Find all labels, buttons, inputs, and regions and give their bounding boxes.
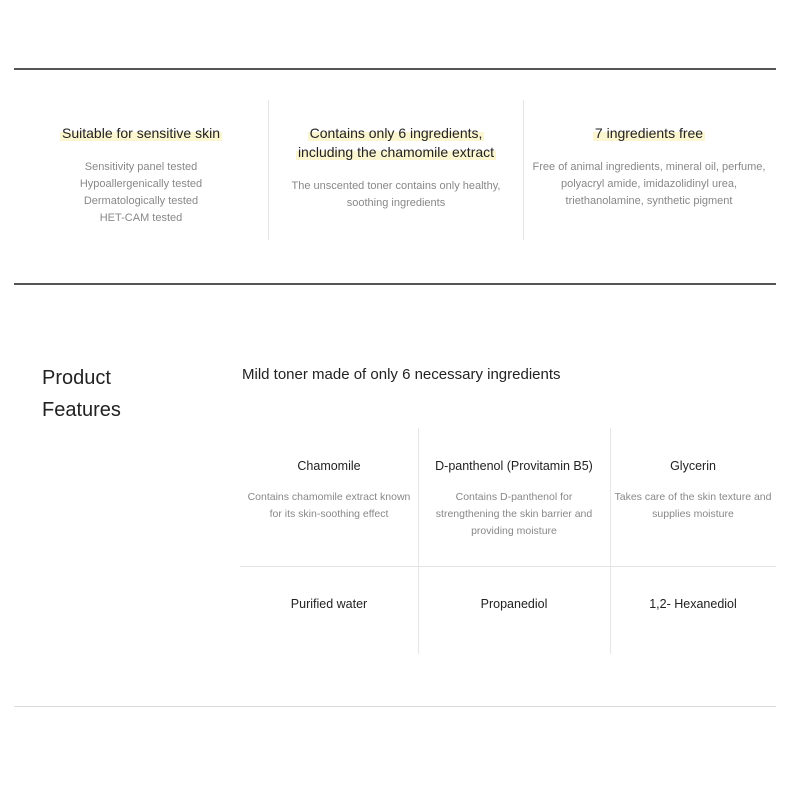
claim-title-line: 7 ingredients free xyxy=(594,125,704,141)
ingredient-name: Purified water xyxy=(290,597,368,611)
claim-title-line: including the chamomile extract xyxy=(297,144,495,160)
ingredient-cell xyxy=(240,458,418,523)
top-divider xyxy=(14,68,776,70)
ingredient-cell xyxy=(610,458,776,523)
features-heading xyxy=(42,362,121,426)
ingredient-description xyxy=(240,489,418,523)
grid-divider xyxy=(240,566,776,567)
claim-description xyxy=(14,159,268,227)
claim-desc-line: soothing ingredients xyxy=(346,197,446,209)
claim-title-line: Contains only 6 ingredients, xyxy=(309,125,483,141)
ingredient-name: 1,2- Hexanediol xyxy=(649,597,737,611)
ingredient-cell xyxy=(610,596,776,612)
ingredient-name: Glycerin xyxy=(670,459,716,473)
features-subtitle: Mild toner made of only 6 necessary ingredients xyxy=(242,366,561,383)
claim-desc-line: Dermatologically tested xyxy=(83,195,199,207)
middle-divider xyxy=(14,283,776,285)
claim-title xyxy=(14,124,268,143)
ingredient-name: D-panthenol (Provitamin B5) xyxy=(435,459,593,473)
claim-desc-line: Free of animal ingredients, mineral oil, perfume, xyxy=(532,161,766,173)
claim-desc-line: Hypoallergenically tested xyxy=(79,178,203,190)
claim-description xyxy=(269,178,523,212)
ingredient-name: Propanediol xyxy=(480,597,548,611)
claims-section xyxy=(14,100,776,240)
claim-title xyxy=(269,124,523,162)
ingredient-description xyxy=(610,489,776,523)
claim-desc-line: HET-CAM tested xyxy=(99,212,183,224)
ingredient-cell xyxy=(418,458,610,540)
ingredient-cell xyxy=(240,596,418,612)
bottom-divider xyxy=(14,706,776,707)
claim-title xyxy=(522,124,776,143)
features-heading-line: Product xyxy=(42,367,111,389)
claim-desc-line: polyacryl amide, imidazolidinyl urea, xyxy=(560,178,738,190)
claim-six-ingredients xyxy=(268,100,524,240)
claim-description xyxy=(522,159,776,210)
features-heading-line: Features xyxy=(42,399,121,421)
claim-desc-line: The unscented toner contains only healthy, xyxy=(291,180,501,192)
ingredient-name: Chamomile xyxy=(297,459,361,473)
ingredient-desc-line: strengthening the skin barrier and xyxy=(435,508,593,520)
ingredient-desc-line: for its skin-soothing effect xyxy=(269,508,389,520)
claim-ingredients-free xyxy=(522,100,776,240)
ingredient-desc-line: Contains chamomile extract known xyxy=(247,491,411,503)
claim-title-line: Suitable for sensitive skin xyxy=(62,125,220,141)
claim-desc-line: triethanolamine, synthetic pigment xyxy=(565,195,733,207)
ingredient-desc-line: supplies moisture xyxy=(652,508,734,520)
ingredient-description xyxy=(418,489,610,540)
ingredient-grid xyxy=(240,428,776,654)
claim-desc-line: Sensitivity panel tested xyxy=(84,161,198,173)
ingredient-cell xyxy=(418,596,610,612)
claim-sensitive-skin xyxy=(14,100,268,240)
ingredient-desc-line: Takes care of the skin texture and xyxy=(614,491,772,503)
ingredient-desc-line: Contains D-panthenol for xyxy=(455,491,573,503)
ingredient-desc-line: providing moisture xyxy=(471,525,557,537)
